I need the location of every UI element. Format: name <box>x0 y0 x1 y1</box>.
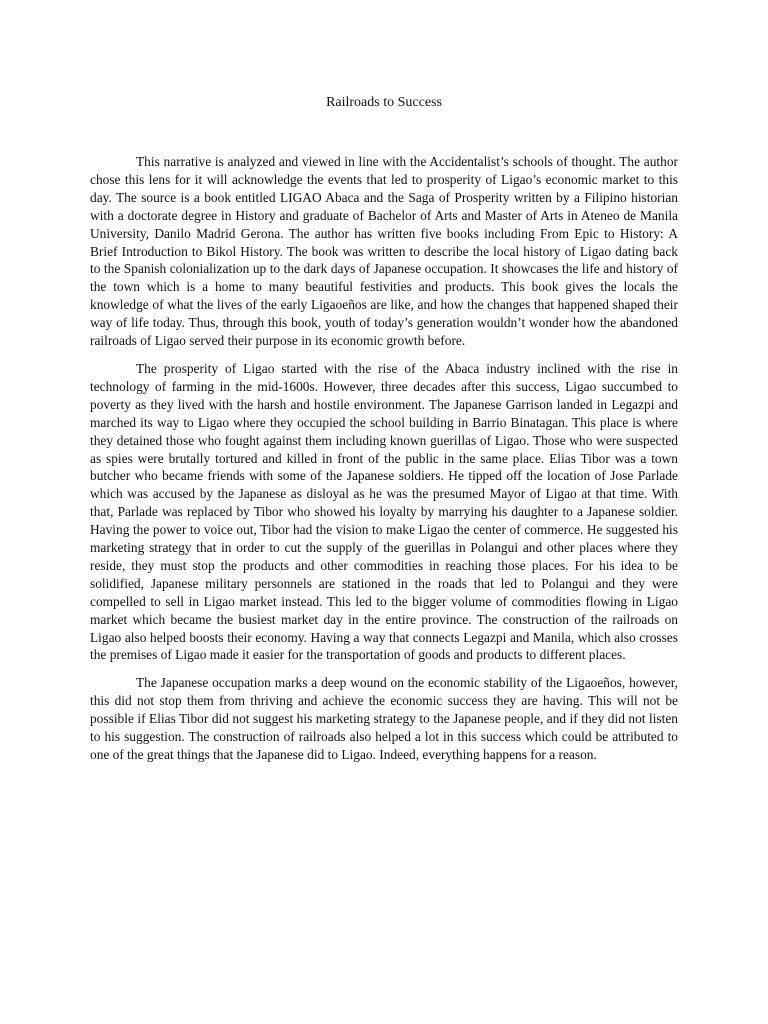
paragraph-3: The Japanese occupation marks a deep wound on the economic stability of the Ligaoeños, however, this did not stop them from thriving and achieve the economic success they are having. This will not be possible if Elias Tibor did not suggest his marketing strategy to the Japanese people, and if they did not listen to his suggestion. The construction of railroads also helped a lot in this success which could be attributed to one of the great things that the Japanese did to Ligao. Indeed, everything happens for a reason. <box>90 675 678 762</box>
document-title: Railroads to Success <box>326 95 442 110</box>
paragraph-2: The prosperity of Ligao started with the rise of the Abaca industry inclined with the rise in technology of farming in the mid-1600s. However, three decades after this success, Ligao succumbed to poverty as they lived with the harsh and hostile environment. The Japanese Garrison landed in Legazpi and marched its way to Ligao where they occupied the school building in Barrio Binatagan. This place is where they detained those who fought against them including known guerillas of Ligao. Those who were suspected as spies were brutally tortured and killed in front of the public in the same place. Elias Tibor was a town butcher who became friends with some of the Japanese soldiers. He tipped off the location of Jose Parlade which was accused by the Japanese as disloyal as he was the presumed Mayor of Ligao at that time. With that, Parlade was replaced by Tibor who showed his loyalty by marrying his daughter to a Japanese soldier. Having the power to voice out, Tibor had the vision to make Ligao the center of commerce. He suggested his marketing strategy that in order to cut the supply of the guerillas in Polangui and other places where they reside, they must stop the products and other commodities in reaching those places. For his idea to be solidified, Japanese military personnels are stationed in the roads that led to Polangui and they were compelled to sell in Ligao market instead. This led to the bigger volume of commodities flowing in Ligao market which became the busiest market day in the entire province. The construction of the railroads on Ligao also helped boosts their economy. Having a way that connects Legazpi and Manila, which also crosses the premises of Ligao made it easier for the transportation of goods and products to different places. <box>90 360 678 663</box>
paragraph-1: This narrative is analyzed and viewed in line with the Accidentalist’s schools of thought. The author chose this lens for it will acknowledge the events that led to prosperity of Ligao’s economic market to this day. The source is a book entitled LIGAO Abaca and the Saga of Prosperity written by a Filipino historian with a doctorate degree in History and graduate of Bachelor of Arts and Master of Arts in Ateneo de Manila University, Danilo Madrid Gerona. The author has written five books including From Epic to History: A Brief Introduction to Bikol History. The book was written to describe the local history of Ligao dating back to the Spanish colonialization up to the dark days of Japanese occupation. It showcases the life and history of the town which is a home to many beautiful festivities and products. This book gives the locals the knowledge of what the lives of the early Ligaoeños are like, and how the changes that happened shaped their way of life today. Thus, through this book, youth of today’s generation wouldn’t wonder how the abandoned railroads of Ligao served their purpose in its economic growth before. <box>90 154 678 349</box>
